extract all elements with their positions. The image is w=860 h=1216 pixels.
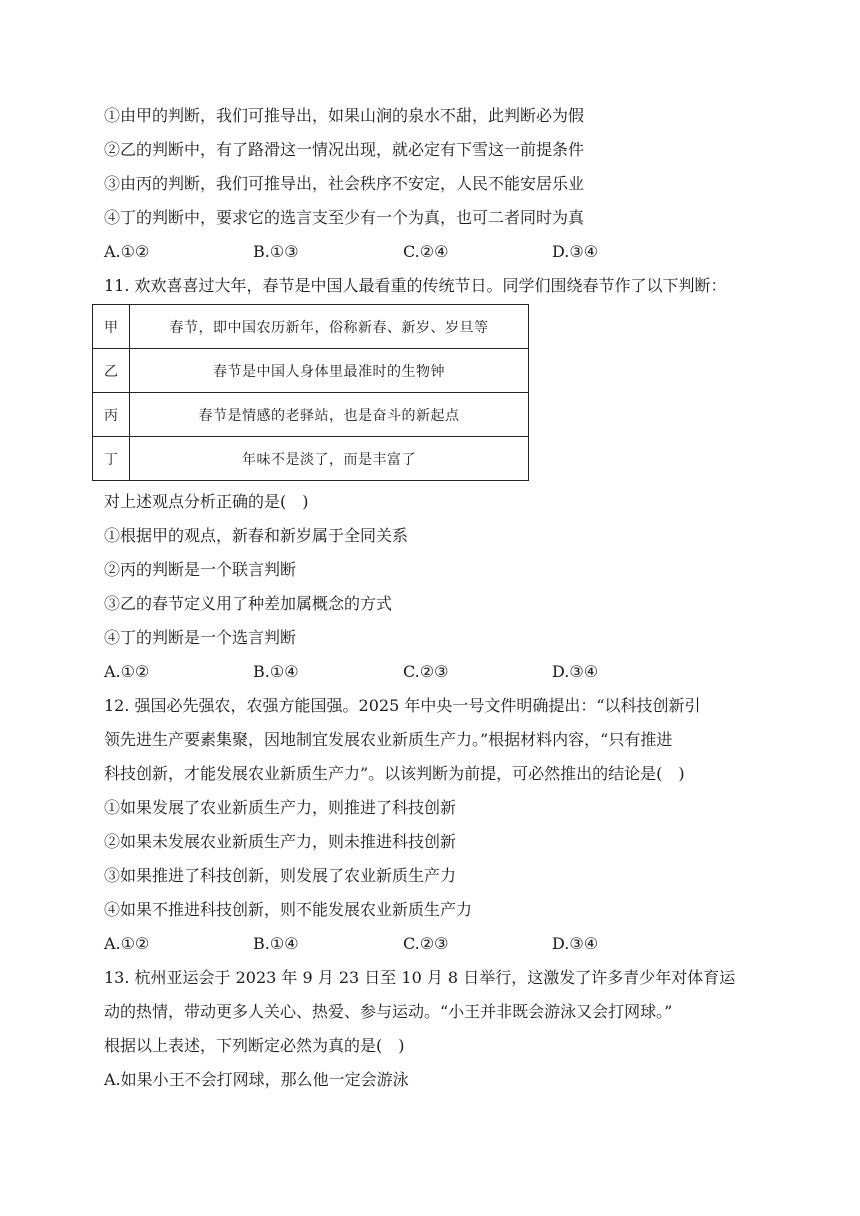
- q12-statement-4: ④如果不推进科技创新，则不能发展农业新质生产力: [104, 900, 473, 919]
- q11-statement-2: ②丙的判断是一个联言判断: [104, 560, 297, 579]
- q10-option-b[interactable]: B.①③: [253, 242, 299, 261]
- table-row: [93, 393, 529, 437]
- q13-stem-line-3: 根据以上表述，下列断定必然为真的是( ): [104, 1036, 405, 1055]
- table-row-text: 年味不是淡了，而是丰富了: [130, 437, 529, 481]
- q11-option-c[interactable]: C.②③: [403, 662, 449, 681]
- q12-statement-1: ①如果发展了农业新质生产力，则推进了科技创新: [104, 798, 457, 817]
- table-row-label: 丙: [93, 393, 130, 437]
- q11-table: [92, 304, 529, 481]
- q13-stem-line-2: 动的热情，带动更多人关心、热爱、参与运动。“小王并非既会游泳又会打网球。”: [104, 1002, 673, 1021]
- q12-statement-2: ②如果未发展农业新质生产力，则未推进科技创新: [104, 832, 457, 851]
- table-row-label: 甲: [93, 305, 130, 349]
- table-row-text: 春节，即中国农历新年，俗称新春、新岁、岁旦等: [130, 305, 529, 349]
- q11-statement-4: ④丁的判断是一个选言判断: [104, 628, 297, 647]
- q11-option-b[interactable]: B.①④: [253, 662, 299, 681]
- q12-stem-line-2: 领先进生产要素集聚，因地制宜发展农业新质生产力。”根据材料内容，“只有推进: [104, 730, 673, 749]
- q10-statement-2: ②乙的判断中，有了路滑这一情况出现，就必定有下雪这一前提条件: [104, 140, 585, 159]
- table-row-text: 春节是中国人身体里最准时的生物钟: [130, 349, 529, 393]
- q13-option-a[interactable]: A.如果小王不会打网球，那么他一定会游泳: [104, 1070, 409, 1089]
- q11-question: 对上述观点分析正确的是( ): [104, 492, 309, 511]
- q10-option-c[interactable]: C.②④: [403, 242, 449, 261]
- q10-statement-4: ④丁的判断中，要求它的选言支至少有一个为真，也可二者同时为真: [104, 208, 585, 227]
- q13-stem-line-1: 13. 杭州亚运会于 2023 年 9 月 23 日至 10 月 8 日举行，这激发了许多青少年对体育运: [104, 968, 736, 987]
- q11-option-a[interactable]: A.①②: [104, 662, 150, 681]
- table-row: [93, 437, 529, 481]
- table-row-label: 乙: [93, 349, 130, 393]
- q10-option-a[interactable]: A.①②: [104, 242, 150, 261]
- q11-option-d[interactable]: D.③④: [552, 662, 599, 681]
- table-row-label: 丁: [93, 437, 130, 481]
- table-row: [93, 349, 529, 393]
- q10-option-d[interactable]: D.③④: [552, 242, 599, 261]
- q12-stem-line-3: 科技创新，才能发展农业新质生产力”。以该判断为前提，可必然推出的结论是( ): [104, 764, 685, 783]
- q12-option-c[interactable]: C.②③: [403, 934, 449, 953]
- q11-stem: 11. 欢欢喜喜过大年，春节是中国人最看重的传统节日。同学们围绕春节作了以下判断：: [104, 276, 727, 295]
- q12-statement-3: ③如果推进了科技创新，则发展了农业新质生产力: [104, 866, 457, 885]
- q12-option-b[interactable]: B.①④: [253, 934, 299, 953]
- q12-stem-line-1: 12. 强国必先强农，农强方能国强。2025 年中央一号文件明确提出：“以科技创新引: [104, 696, 701, 715]
- q12-option-a[interactable]: A.①②: [104, 934, 150, 953]
- table-row: [93, 305, 529, 349]
- q11-statement-1: ①根据甲的观点，新春和新岁属于全同关系: [104, 526, 409, 545]
- q12-option-d[interactable]: D.③④: [552, 934, 599, 953]
- q10-statement-1: ①由甲的判断，我们可推导出，如果山涧的泉水不甜，此判断必为假: [104, 106, 585, 125]
- q10-statement-3: ③由丙的判断，我们可推导出，社会秩序不安定，人民不能安居乐业: [104, 174, 585, 193]
- q11-statement-3: ③乙的春节定义用了种差加属概念的方式: [104, 594, 393, 613]
- table-row-text: 春节是情感的老驿站，也是奋斗的新起点: [130, 393, 529, 437]
